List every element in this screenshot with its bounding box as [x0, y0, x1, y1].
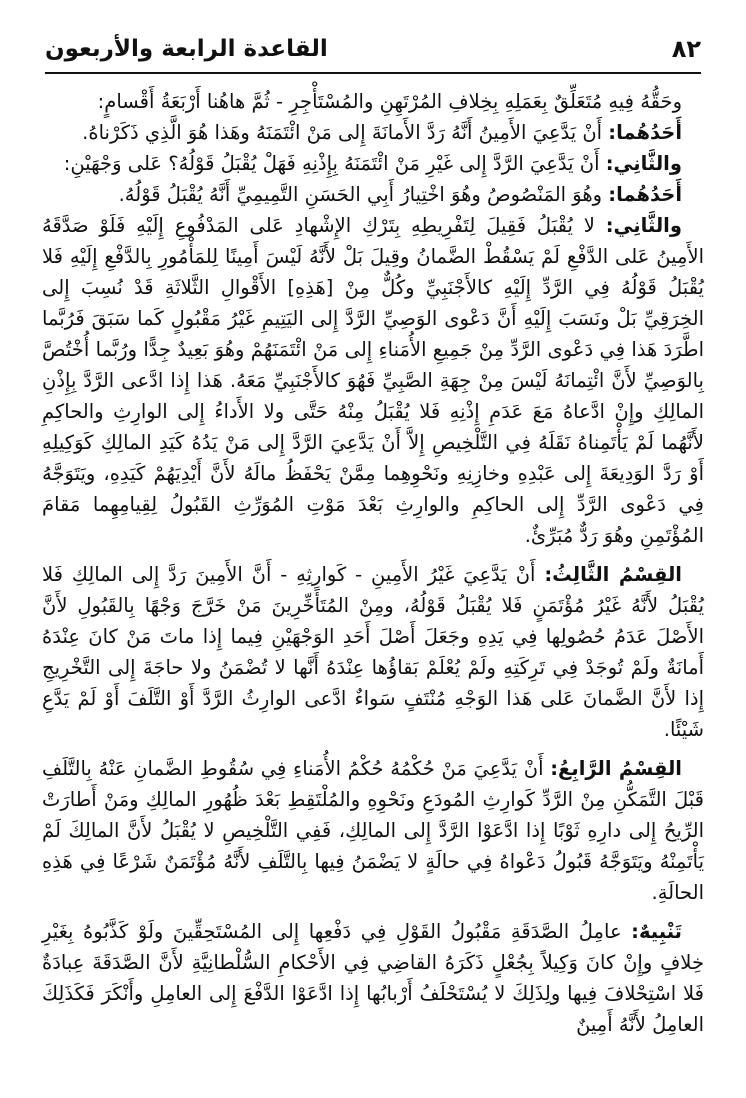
page-number: ٨٢ — [671, 35, 701, 63]
paragraph-text: عامِلُ الصَّدَقَةِ مَقْبُولُ القَوْلِ فِي دَفْعِها إِلى المُسْتَحِقِّينَ ولَوْ كَذَّبُوهُ بِغَيْرِ خِلافٍ وإِنْ كانَ وَكِيلاً بِجُعْلٍ ذَكَرَهُ القاضِي فِي الأَحْكامِ السُّلْطانِيَّةِ لأَنَّ الصَّدَقَةَ عِبادَةٌ فَلا اسْتِحْلافَ فِيها ولِذَلِكَ لا يُسْتَحْلَفُ أَرْبابُها إِذا ادَّعَوْا الدَّفْعَ إِلى العامِلِ وأَنْكَرَ فَكَذَلِكَ العامِلُ لأَنَّهُ أَمِينٌ — [42, 920, 704, 1036]
paragraph-lead: والثَّانِي: — [605, 214, 682, 237]
paragraph-text: أَنْ يَدَّعِيَ الأَمِينُ أَنَّهُ رَدَّ الأَمانَةَ إِلى مَنْ ائْتَمَنَهُ وهَذا هُوَ الَّذِي ذَكَرْناهُ. — [82, 121, 603, 144]
paragraph-text: وهُوَ المَنْصُوصُ وهُوَ اخْتِيارُ أَبِي الحَسَنِ التَّمِيمِيِّ أَنَّهُ يُقْبَلُ قَوْلُهُ. — [118, 183, 603, 206]
page-body — [42, 86, 704, 1040]
paragraph-text: وحَقُّهُ فِيهِ مُتَعَلِّقٌ بِعَمَلِهِ بِخِلافِ المُرْتَهِنِ والمُسْتَأْجِرِ - ثُمَّ هاهُنا أَرْبَعَةُ أَقْسامٍ: — [97, 90, 682, 113]
paragraph-lead: القِسْمُ الثَّالِثُ: — [544, 563, 682, 586]
paragraph-note — [42, 916, 704, 1040]
paragraph-text: أَنْ يَدَّعِيَ غَيْرُ الأَمِينِ - كَوارِثِهِ - أَنَّ الأَمِينَ رَدَّ إِلى المالِكِ فَلا يُقْبَلُ لأَنَّهُ غَيْرُ مُؤْتَمَنٍ فَلا يُقْبَلُ قَوْلُهُ، ومِنْ المُتَأَخِّرِينَ مَنْ خَرَّجَ وَجْهًا بِالقَبُولِ لأَنَّ الأَصْلَ عَدَمُ حُصُولِها فِي يَدِهِ وجَعَلَ أَصْلَ أَحَدِ الوَجْهَيْنِ فِيما إِذا ماتَ مَنْ كانَ عِنْدَهُ أَمانَةٌ ولَمْ تُوجَدْ فِي تَرِكَتِهِ ولَمْ يُعْلَمْ بَقاؤُها عِنْدَهُ أَنَّها لا تُضْمَنُ ولا حاجَةَ إِلى التَّخْرِيجِ إِذا لأَنَّ الضَّمانَ عَلى هَذا الوَجْهِ مُنْتَفٍ سَواءٌ ادَّعى الوارِثُ الرَّدَّ أَوْ التَّلَفَ أَوْ لَمْ يَدَّعِ شَيْئًا. — [42, 563, 704, 741]
paragraph-first-view — [42, 179, 704, 210]
paragraph-lead: تَنْبِيهٌ: — [631, 920, 682, 943]
paragraph-second-view — [42, 210, 704, 551]
paragraph-lead: أَحَدُهُما: — [608, 121, 682, 144]
paragraph-first-section — [42, 117, 704, 148]
header-divider — [45, 72, 701, 74]
paragraph-intro — [42, 86, 704, 117]
paragraph-fourth-section — [42, 753, 704, 908]
paragraph-third-section — [42, 559, 704, 745]
paragraph-lead: والثَّانِي: — [605, 152, 682, 175]
paragraph-text: لا يُقْبَلُ فَقِيلَ لِتَفْرِيطِهِ بِتَرْكِ الإِشْهادِ عَلى المَدْفُوعِ إِلَيْهِ فَلَوْ صَدَّقَهُ الأَمِينُ عَلى الدَّفْعِ لَمْ يَسْقُطْ الضَّمانُ وقِيلَ بَلْ لأَنَّهُ لَيْسَ أَمِينًا لِلمَأْمُورِ بِالدَّفْعِ إِلَيْهِ فَلا يُقْبَلُ قَوْلُهُ فِي الرَّدِّ إِلَيْهِ كالأَجْنَبِيِّ وكُلٌّ مِنْ [هَذِهِ] الأَقْوالِ الثَّلاثَةِ قَدْ نُسِبَ إِلى الخِرَقِيِّ بَلْ ونَسَبَ إِلَيْهِ أَنَّ دَعْوى الوَصِيِّ الرَّدَّ إِلى اليَتِيمِ غَيْرُ مَقْبُولٍ كَما سَبَقَ فَرُبَّما اطَّرَدَ هَذا فِي دَعْوى الرَّدِّ مِنْ جَمِيعِ الأُمَناءِ إِلى مَنْ ائْتَمَنَهُمْ وهُوَ بَعِيدٌ جِدًّا ورُبَّما أُخْتُصَّ بِالوَصِيِّ لأَنَّ ائْتِمانَهُ لَيْسَ مِنْ جِهَةِ الصَّبِيِّ فَهُوَ كالأَجْنَبِيِّ مَعَهُ. هَذا إِذا ادَّعى الرَّدَّ بِإِذْنِ المالِكِ وإِنْ ادَّعاهُ مَعَ عَدَمِ إِذْنِهِ فَلا يُقْبَلُ مِنْهُ حَتَّى ولا الأَداءُ إِلى الوارِثِ والحاكِمِ لأَنَّهُما لَمْ يَأْتَمِناهُ نَقَلَهُ فِي التَّلْخِيصِ إِلاَّ أَنْ يَدَّعِيَ الرَّدَّ إِلى مَنْ يَدُهُ كَيَدِ المالِكِ كَوَكِيلِهِ أَوْ رَدَّ الوَدِيعَةَ إِلى عَبْدِهِ وخازِنِهِ ونَحْوِهِما مِمَّنْ يَحْفَظُ مالَهُ لأَنَّ أَيْدِيَهُمْ كَيَدِهِ، ويَتَوَجَّهُ فِي دَعْوى الرَّدِّ إِلى الحاكِمِ والوارِثِ بَعْدَ مَوْتِ المُوَرِّثِ القَبُولُ لِقِيامِهِما مَقامَ المُؤْتَمِنِ وهُوَ رَدٌّ مُبَرِّئٌ. — [42, 214, 704, 547]
paragraph-text: أَنْ يَدَّعِيَ الرَّدَّ إِلى غَيْرِ مَنْ ائْتَمَنَهُ بِإِذْنِهِ فَهَلْ يُقْبَلُ قَوْلُهُ؟ عَلى وَجْهَيْنِ: — [63, 152, 600, 175]
paragraph-text: أَنْ يَدَّعِيَ مَنْ حُكْمُهُ حُكْمُ الأُمَناءِ فِي سُقُوطِ الضَّمانِ عَنْهُ بِالتَّلَفِ قَبْلَ التَّمَكُّنِ مِنْ الرَّدِّ كَوارِثِ المُودَعِ ونَحْوِهِ والمُلْتَقِطِ بَعْدَ ظُهُورِ المالِكِ ومَنْ أَطارَتْ الرِّيحُ إِلى دارِهِ ثَوْبًا إِذا ادَّعَوْا الرَّدَّ إِلى المالِكِ، فَفِي التَّلْخِيصِ لا يُقْبَلُ لأَنَّ المالِكَ لَمْ يَأْتَمِنْهُ ويَتَوَجَّهُ قَبُولُ دَعْواهُ فِي حالَةٍ لا يَضْمَنُ فِيها بِالتَّلَفِ لأَنَّهُ مُؤْتَمَنٌ شَرْعًا فِي هَذِهِ الحالَةِ. — [42, 757, 704, 904]
paragraph-lead: أَحَدُهُما: — [608, 183, 682, 206]
running-title: القاعدة الرابعة والأربعون — [45, 36, 328, 62]
paragraph-lead: القِسْمُ الرَّابِعُ: — [550, 757, 682, 780]
page-header — [45, 32, 701, 76]
paragraph-second-section — [42, 148, 704, 179]
